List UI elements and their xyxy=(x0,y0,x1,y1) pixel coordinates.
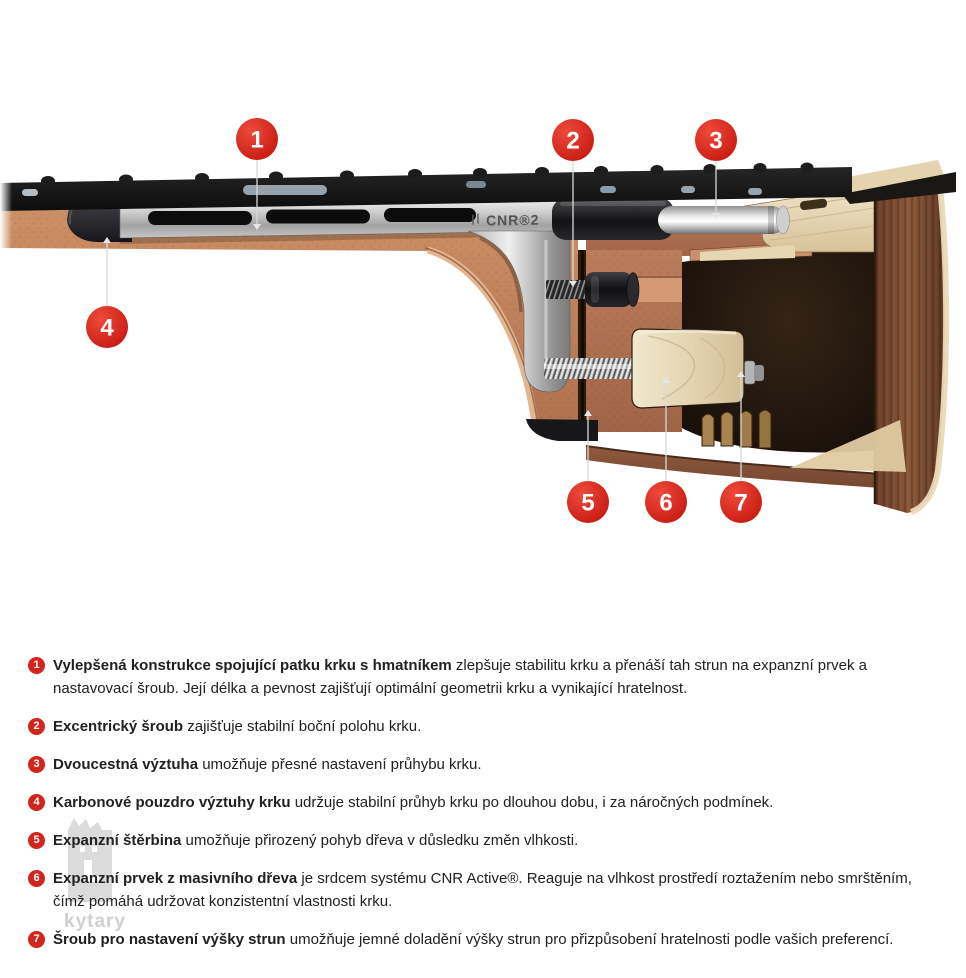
legend-bullet-2: 2 xyxy=(28,718,45,735)
svg-text:1: 1 xyxy=(250,126,264,154)
legend-text-7: Šroub pro nastavení výšky strun umožňuje jemné doladění výšky strun pro přizpůsobení hratelnosti podle vašich preferencí. xyxy=(53,931,894,948)
heel-cap xyxy=(526,419,598,441)
fretboard xyxy=(0,163,852,212)
callout-4 xyxy=(86,306,128,348)
legend-item-6 xyxy=(28,867,966,913)
watermark-text: kytary xyxy=(64,911,126,932)
svg-text:5: 5 xyxy=(581,489,595,517)
legend-item-4 xyxy=(28,791,966,814)
legend xyxy=(0,600,966,951)
legend-bullet-3: 3 xyxy=(28,756,45,773)
callout-6 xyxy=(645,481,687,523)
callout-5 xyxy=(567,481,609,523)
legend-bullet-7: 7 xyxy=(28,931,45,948)
legend-item-3 xyxy=(28,753,966,776)
legend-text-2: Excentrický šroub zajišťuje stabilní boční polohu krku. xyxy=(53,718,422,735)
svg-text:CNR®2: CNR®2 xyxy=(485,211,540,229)
screw-cap xyxy=(744,361,755,384)
legend-text-1: Vylepšená konstrukce spojující patku krku s hmatníkem zlepšuje stabilitu krku a přenáší tah strun na expanzní prvek a nastavovací šroub. Její délka a pevnost zajišťují optimální geometrii krku a vynikající hratelnost. xyxy=(53,657,867,697)
legend-text-3: Dvoucestná výztuha umožňuje přesné nastavení průhybu krku. xyxy=(53,756,482,773)
svg-text:2: 2 xyxy=(566,127,580,155)
svg-text:7: 7 xyxy=(734,489,748,517)
callout-1 xyxy=(236,118,278,160)
legend-item-5 xyxy=(28,829,966,852)
svg-text:3: 3 xyxy=(709,127,723,155)
legend-bullet-5: 5 xyxy=(28,832,45,849)
expansion-element xyxy=(632,329,764,408)
legend-text-4: Karbonové pouzdro výztuhy krku udržuje stabilní průhyb krku po dlouhou dobu, i za náročných podmínek. xyxy=(53,794,774,811)
legend-item-2 xyxy=(28,715,966,738)
callout-7 xyxy=(720,481,762,523)
legend-text-5: Expanzní štěrbina umožňuje přirozený pohyb dřeva v důsledku změn vlhkosti. xyxy=(53,832,579,849)
svg-text:6: 6 xyxy=(659,489,673,517)
legend-text-6: Expanzní prvek z masivního dřeva je srdcem systému CNR Active®. Reaguje na vlhkost prostředí roztažením nebo smrštěním, čímž pomáhá udržovat konzistentní vlastnosti krku. xyxy=(53,870,912,910)
screw-cap-tip xyxy=(754,365,764,381)
legend-bullet-4: 4 xyxy=(28,794,45,811)
svg-text:4: 4 xyxy=(100,314,114,342)
callout-2 xyxy=(552,119,594,161)
adjustment-screw xyxy=(544,358,642,379)
legend-bullet-1: 1 xyxy=(28,657,45,674)
legend-item-1 xyxy=(28,654,966,700)
callout-3 xyxy=(695,119,737,161)
legend-bullet-6: 6 xyxy=(28,870,45,887)
legend-item-7 xyxy=(28,928,966,951)
